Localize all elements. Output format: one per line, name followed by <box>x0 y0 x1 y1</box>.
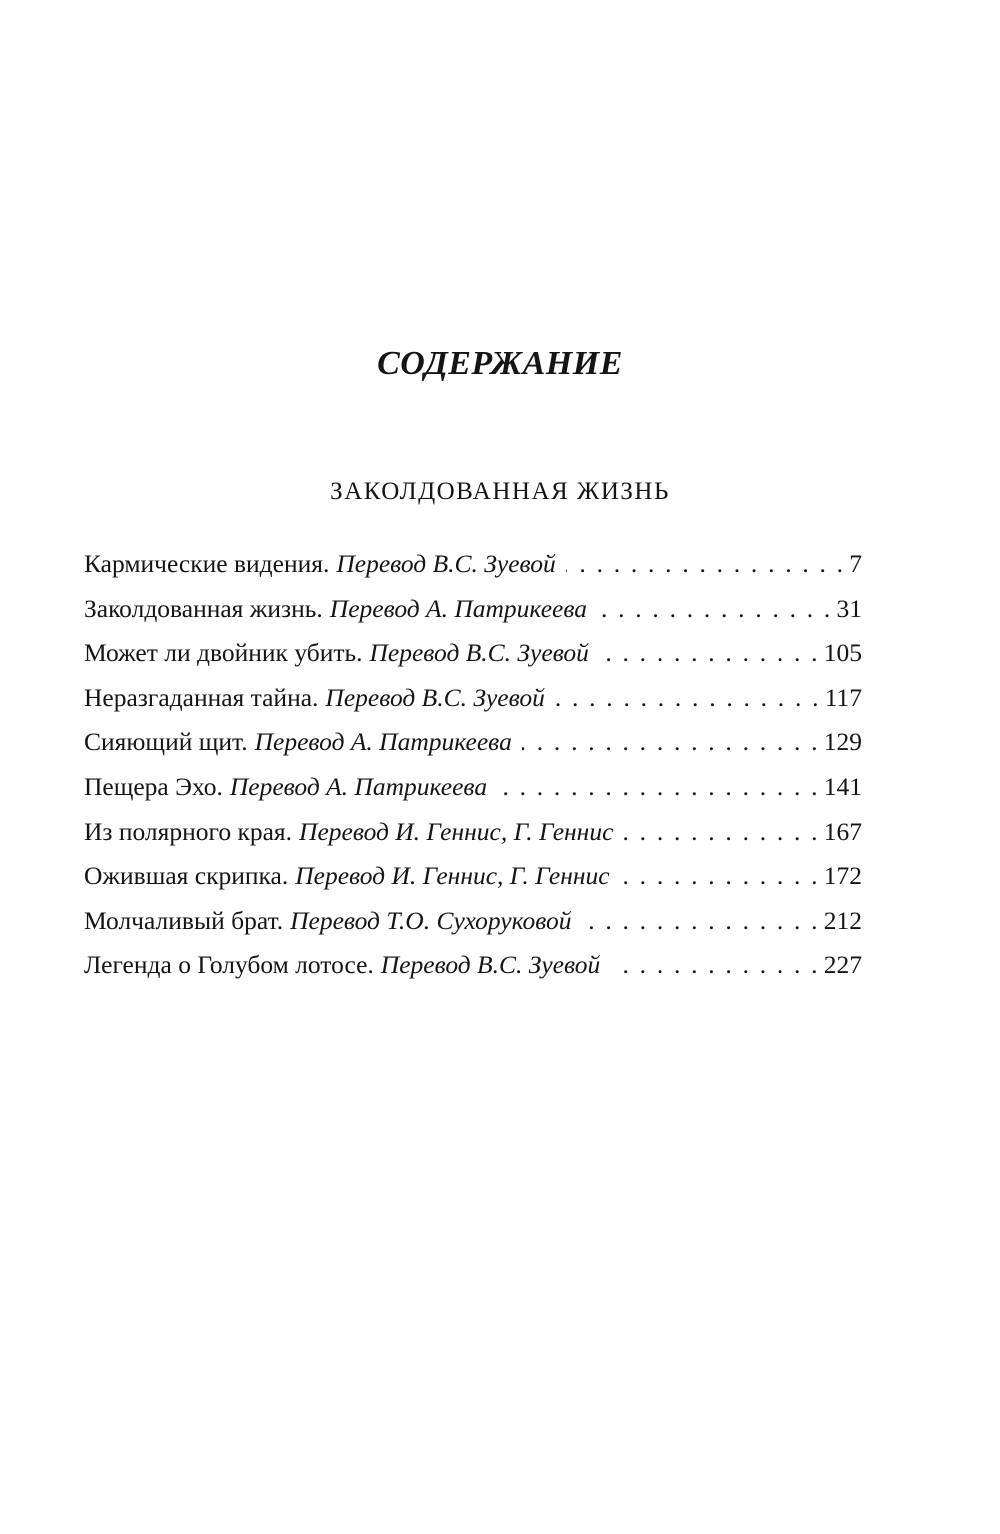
entry-translator: Перевод В.С. Зуевой <box>369 638 589 668</box>
entry-translator: Перевод Т.О. Сухоруковой <box>290 905 572 935</box>
entry-page: 7 <box>849 549 862 578</box>
table-of-contents <box>84 542 862 988</box>
dot-leader <box>566 542 845 587</box>
entry-translator: Перевод И. Геннис, Г. Геннис <box>299 816 614 846</box>
dot-leader <box>597 587 833 632</box>
section-heading: ЗАКОЛДОВАННАЯ ЖИЗНЬ <box>330 478 670 505</box>
dot-leader <box>497 765 820 810</box>
entry-page: 117 <box>824 682 862 712</box>
entry-page: 141 <box>823 771 862 801</box>
dot-leader <box>610 943 820 988</box>
entry-title: Кармические видения. <box>84 549 330 578</box>
entry-title: Ожившая скрипка. <box>84 861 289 891</box>
entry-title: Сияющий щит. <box>84 727 248 757</box>
entry-title: Пещера Эхо. <box>84 771 223 801</box>
dot-leader <box>620 854 820 899</box>
entry-translator: Перевод А. Патрикеева <box>229 771 488 801</box>
entry-title: Может ли двойник убить. <box>84 638 363 668</box>
page-title: СОДЕРЖАНИЕ <box>377 345 623 382</box>
entry-page: 227 <box>823 950 862 980</box>
toc-entry[interactable] <box>84 631 862 676</box>
entry-title: Молчаливый брат. <box>84 905 284 935</box>
dot-leader <box>623 810 819 855</box>
entry-translator: Перевод А. Патрикеева <box>254 727 512 757</box>
entry-translator: Перевод В.С. Зуевой <box>325 682 545 712</box>
dot-leader <box>599 631 820 676</box>
entry-title: Из полярного края. <box>84 816 293 846</box>
dot-leader <box>555 676 821 721</box>
entry-title: Легенда о Голубом лотосе. <box>84 950 374 980</box>
dot-leader <box>522 720 820 765</box>
entry-page: 105 <box>823 638 862 668</box>
entry-translator: Перевод В.С. Зуевой <box>336 549 556 578</box>
entry-translator: Перевод В.С. Зуевой <box>380 950 601 980</box>
entry-page: 167 <box>823 816 862 846</box>
toc-entry[interactable] <box>84 943 862 988</box>
toc-entry[interactable] <box>84 854 862 899</box>
entry-page: 172 <box>823 861 862 891</box>
toc-entry[interactable] <box>84 720 862 765</box>
toc-entry[interactable] <box>84 810 862 855</box>
dot-leader <box>582 899 820 944</box>
entry-page: 129 <box>823 727 862 757</box>
entry-title: Заколдованная жизнь. <box>84 593 323 623</box>
entry-title: Неразгаданная тайна. <box>84 682 319 712</box>
toc-entry[interactable] <box>84 899 862 944</box>
toc-entry[interactable] <box>84 542 862 587</box>
toc-entry[interactable] <box>84 676 862 721</box>
toc-entry[interactable] <box>84 765 862 810</box>
entry-translator: Перевод И. Геннис, Г. Геннис <box>295 861 610 891</box>
entry-page: 31 <box>836 593 862 623</box>
entry-page: 212 <box>823 905 862 935</box>
entry-translator: Перевод А. Патрикеева <box>329 593 587 623</box>
toc-entry[interactable] <box>84 587 862 632</box>
